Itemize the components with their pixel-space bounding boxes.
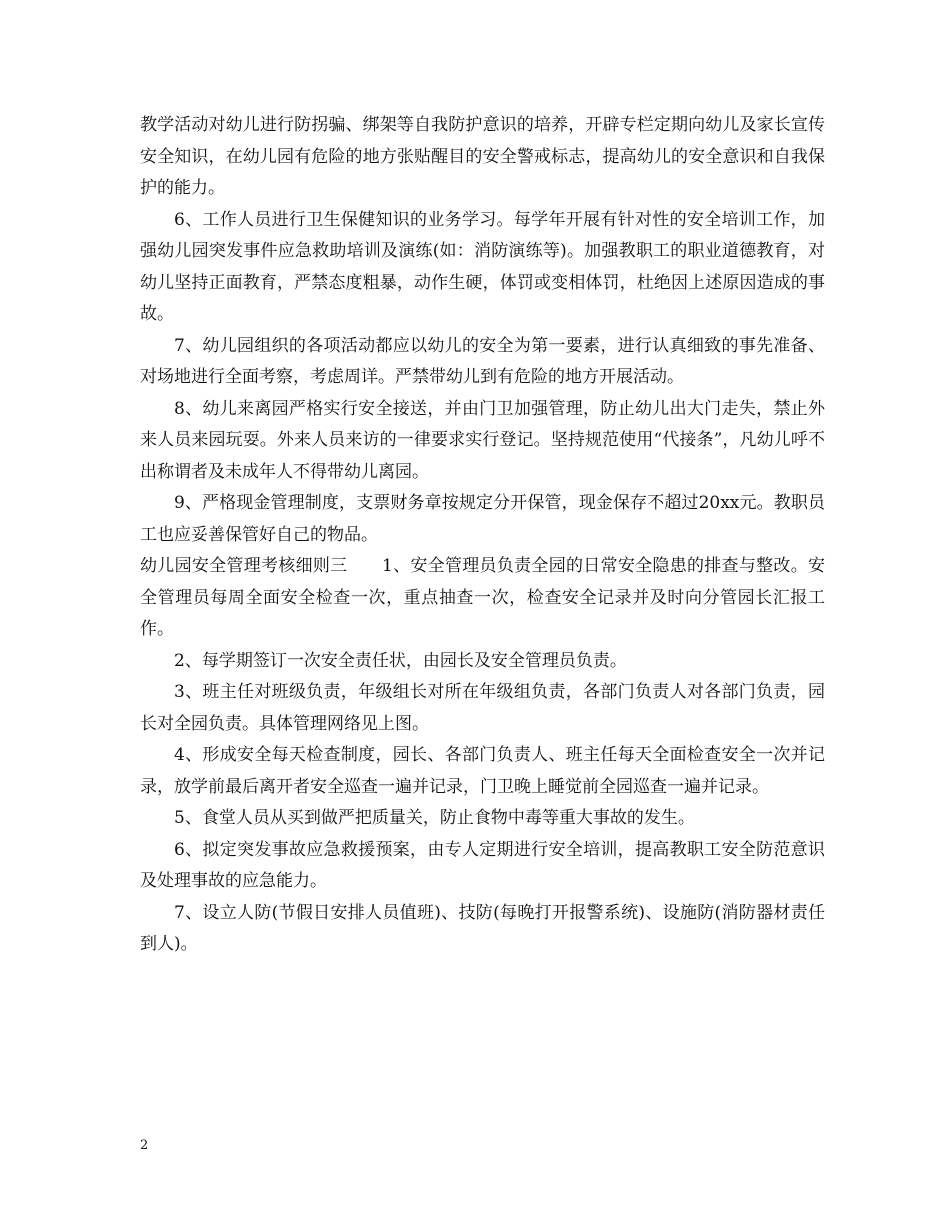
- paragraph-5: 9、严格现金管理制度，支票财务章按规定分开保管，现金保存不超过20xx元。教职员工也应妥善保管好自己的物品。: [140, 493, 825, 545]
- paragraph-3: 7、幼儿园组织的各项活动都应以幼儿的安全为第一要素，进行认真细致的事先准备、对场地进行全面考察，考虑周详。严禁带幼儿到有危险的地方开展活动。: [140, 335, 825, 387]
- paragraph-10: 5、食堂人员从买到做严把质量关，防止食物中毒等重大事故的发生。: [174, 808, 695, 828]
- paragraph-6-section-heading: 幼儿园安全管理考核细则三 1、安全管理员负责全园的日常安全隐患的排查与整改。安全管理员每周全面安全检查一次，重点抽查一次，检查安全记录并及时向分管园长汇报工作。: [140, 556, 825, 639]
- paragraph-11: 6、拟定突发事故应急救援预案，由专人定期进行安全培训，提高教职工安全防范意识及处理事故的应急能力。: [140, 839, 825, 891]
- paragraph-7: 2、每学期签订一次安全责任状，由园长及安全管理员负责。: [174, 650, 627, 671]
- paragraph-1: 教学活动对幼儿进行防拐骗、绑架等自我防护意识的培养，开辟专栏定期向幼儿及家长宣传安全知识，在幼儿园有危险的地方张贴醒目的安全警戒标志，提高幼儿的安全意识和自我保护的能力。: [140, 115, 825, 198]
- paragraph-9: 4、形成安全每天检查制度，园长、各部门负责人、班主任每天全面检查安全一次并记录，放学前最后离开者安全巡查一遍并记录，门卫晚上睡觉前全园巡查一遍并记录。: [140, 745, 825, 797]
- paragraph-4: 8、幼儿来离园严格实行安全接送，并由门卫加强管理，防止幼儿出大门走失，禁止外来人员来园玩耍。外来人员来访的一律要求实行登记。坚持规范使用“代接条”，凡幼儿呼不出称谓者及未成年人不得带幼儿离园。: [140, 398, 825, 482]
- paragraph-8: 3、班主任对班级负责，年级组长对所在年级组负责，各部门负责人对各部门负责，园长对全园负责。具体管理网络见上图。: [140, 682, 825, 734]
- page-number: 2: [140, 1138, 149, 1153]
- document-body: [140, 110, 825, 961]
- paragraph-12: 7、设立人防(节假日安排人员值班)、技防(每晚打开报警系统)、设施防(消防器材责任到人)。: [140, 902, 825, 954]
- paragraph-2: 6、工作人员进行卫生保健知识的业务学习。每学年开展有针对性的安全培训工作，加强幼儿园突发事件应急救助培训及演练(如：消防演练等)。加强教职工的职业道德教育，对幼儿坚持正面教育，严禁态度粗暴，动作生硬，体罚或变相体罚，杜绝因上述原因造成的事故。: [140, 209, 825, 324]
